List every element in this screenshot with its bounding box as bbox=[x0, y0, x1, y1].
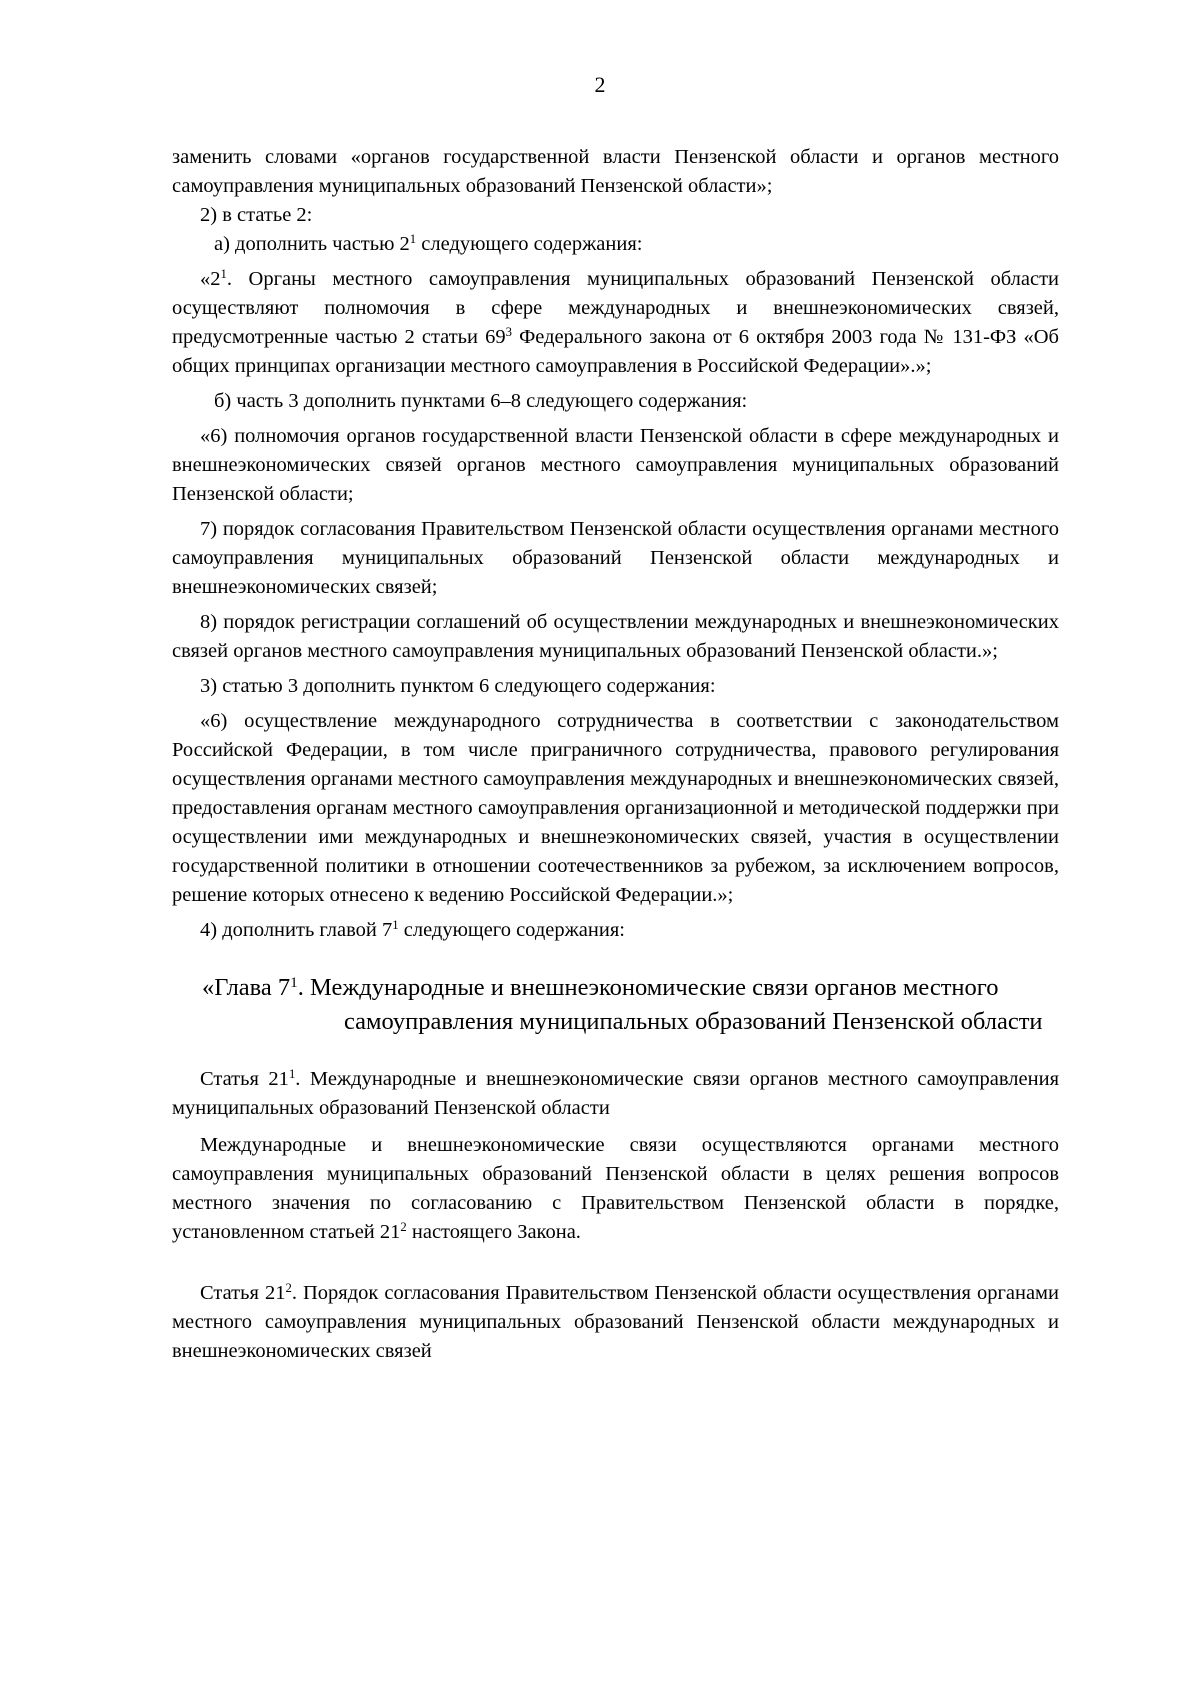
paragraph-sub-a-post: следующего содержания: bbox=[416, 233, 643, 255]
article-21-1-body-pre: Международные и внешнеэкономические связи осуществляются органами местного самоуправления муниципальных образований Пензенской области в целях решения вопросов местного значения по согласованию с Правительством Пензенской области в порядке, установленном статьей 21 bbox=[172, 1134, 1059, 1243]
paragraph-sub-a bbox=[172, 230, 1059, 259]
paragraph-item-4 bbox=[172, 916, 1059, 945]
superscript: 1 bbox=[288, 1067, 296, 1082]
paragraph-point-7: 7) порядок согласования Правительством Пензенской области осуществления органами местного самоуправления муниципальных образований Пензенской области международных и внешнеэкономических связей; bbox=[172, 518, 1059, 598]
superscript: 1 bbox=[392, 918, 399, 933]
page-number: 2 bbox=[594, 72, 606, 97]
paragraph-sub-b: б) часть 3 дополнить пунктами 6–8 следующего содержания: bbox=[214, 390, 748, 412]
paragraph-item-4-pre: 4) дополнить главой 7 bbox=[200, 919, 393, 941]
paragraph-sub-a-pre: а) дополнить частью 2 bbox=[214, 233, 410, 255]
paragraph-item-3: 3) статью 3 дополнить пунктом 6 следующего содержания: bbox=[200, 675, 716, 697]
chapter-heading-post: . Международные и внешнеэкономические связи органов местного самоуправления муниципальных образований Пензенской области bbox=[297, 974, 1043, 1035]
paragraph-article-3-point-6: «6) осуществление международного сотрудничества в соответствии с законодательством Российской Федерации, в том числе приграничного сотрудничества, правового регулирования осуществления органами местного самоуправления международных и внешнеэкономических связей, предоставления органам местного самоуправления организационной и методической поддержки при осуществлении ими международных и внешнеэкономических связей, участия в осуществлении государственной политики в отношении соотечественников за рубежом, за исключением вопросов, решение которых отнесено к ведению Российской Федерации.»; bbox=[172, 710, 1059, 906]
superscript: 1 bbox=[290, 973, 298, 991]
superscript: 2 bbox=[400, 1220, 407, 1235]
article-21-2-heading-post: . Порядок согласования Правительством Пензенской области осуществления органами местного самоуправления муниципальных образований Пензенской области международных и внешнеэкономических связей bbox=[172, 1282, 1059, 1362]
article-21-1-body-post: настоящего Закона. bbox=[406, 1221, 581, 1243]
article-21-2-heading bbox=[172, 1279, 1059, 1366]
article-21-1-heading-pre: Статья 21 bbox=[200, 1068, 289, 1090]
paragraph-point-6: «6) полномочия органов государственной власти Пензенской области в сфере международных и внешнеэкономических связей органов местного самоуправления муниципальных образований Пензенской области; bbox=[172, 425, 1059, 505]
paragraph-part-2-1-c: Федерального закона от 6 октября 2003 года № 131-ФЗ «Об общих принципах организации местного самоуправления в Российской Федерации».»; bbox=[172, 326, 1059, 377]
superscript: 2 bbox=[285, 1281, 292, 1296]
paragraph-part-2-1 bbox=[172, 265, 1059, 381]
document-body bbox=[172, 143, 1059, 1374]
paragraph-item-2 bbox=[172, 201, 1059, 230]
article-21-1-heading bbox=[172, 1065, 1059, 1123]
paragraph-part-2-1-b: . Органы местного самоуправления муниципальных образований Пензенской области осуществляют полномочия в сфере международных и внешнеэкономических связей, предусмотренные частью 2 статьи 69 bbox=[172, 268, 1059, 348]
superscript: 3 bbox=[505, 325, 512, 340]
chapter-heading bbox=[172, 971, 1059, 1039]
chapter-heading-pre: «Глава 7 bbox=[202, 974, 291, 1001]
article-21-2-heading-pre: Статья 21 bbox=[200, 1282, 286, 1304]
paragraph-item-4-post: следующего содержания: bbox=[398, 919, 625, 941]
superscript: 1 bbox=[409, 232, 417, 247]
article-21-1-heading-post: . Международные и внешнеэкономические связи органов местного самоуправления муниципальных образований Пензенской области bbox=[172, 1068, 1059, 1119]
paragraph-item-2-text: 2) в статье 2: bbox=[200, 204, 313, 226]
superscript: 1 bbox=[220, 267, 227, 282]
paragraph-part-2-1-a: «2 bbox=[200, 268, 221, 290]
article-21-1-body bbox=[172, 1131, 1059, 1247]
paragraph-replace-words: заменить словами «органов государственной власти Пензенской области и органов местного самоуправления муниципальных образований Пензенской области»; bbox=[172, 146, 1059, 197]
paragraph-point-8: 8) порядок регистрации соглашений об осуществлении международных и внешнеэкономических связей органов местного самоуправления муниципальных образований Пензенской области.»; bbox=[172, 611, 1059, 662]
